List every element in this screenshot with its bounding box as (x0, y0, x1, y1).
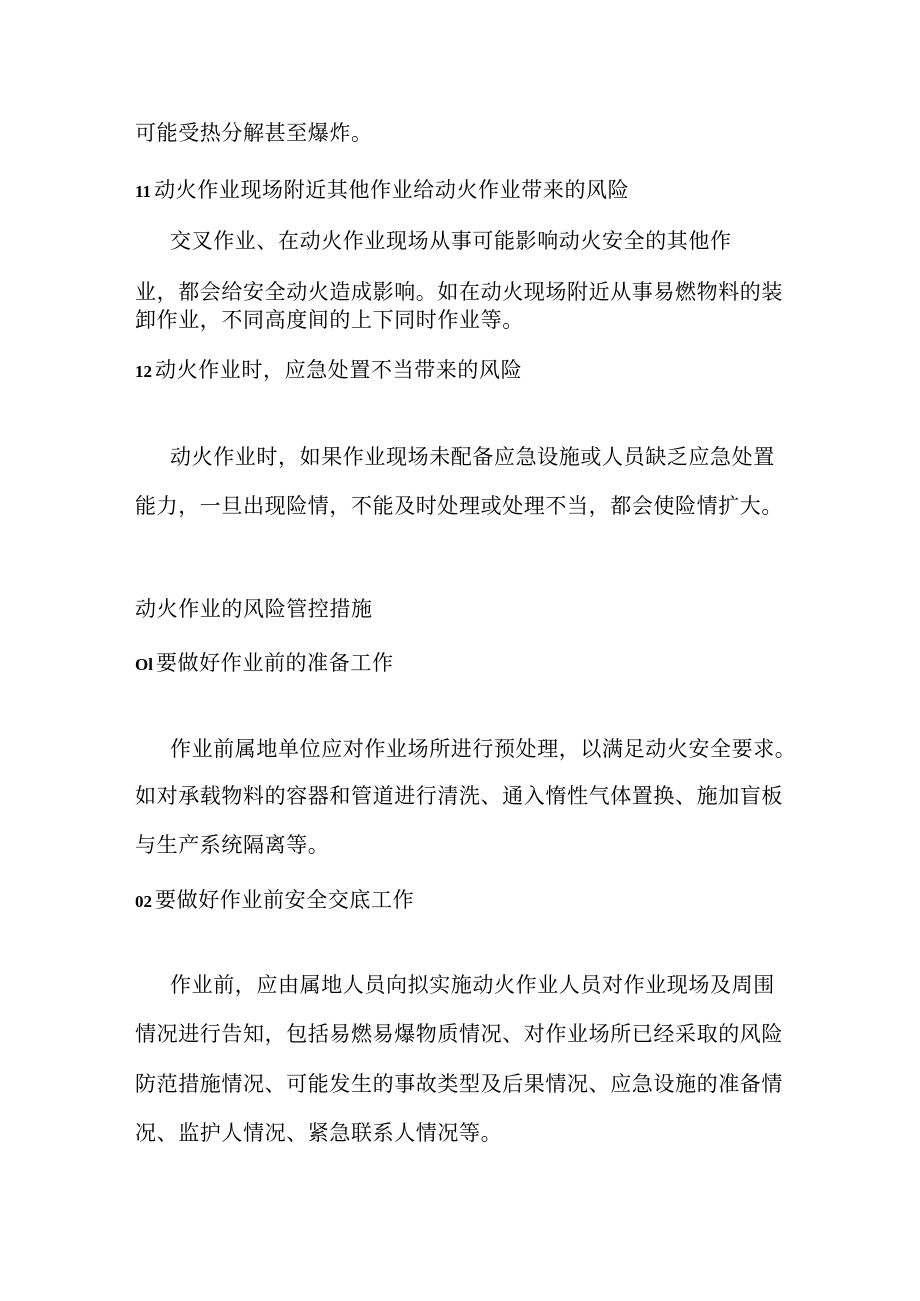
line-text: 况、监护人情况、紧急联系人情况等。 (135, 1121, 503, 1145)
body-line (135, 1019, 783, 1049)
body-line (135, 118, 373, 148)
line-text: 交叉作业、在动火作业现场从事可能影响动火安全的其他作 (170, 229, 732, 253)
line-text: 如对承载物料的容器和管道进行清洗、通入惰性气体置换、施加盲板 (135, 784, 783, 808)
body-line (135, 1118, 502, 1148)
section-heading (135, 648, 394, 680)
section-heading (135, 885, 414, 917)
line-text: 可能受热分解甚至爆炸。 (135, 121, 373, 145)
body-line (135, 1069, 783, 1099)
section-title: 要做好作业前的准备工作 (155, 651, 394, 675)
line-text: 作业前，应由属地人员向拟实施动火作业人员对作业现场及周围 (170, 973, 775, 997)
section-number: Ol (135, 655, 153, 674)
body-line (135, 305, 524, 335)
section-number: 12 (135, 362, 152, 381)
line-text: 作业前属地单位应对作业场所进行预处理，以满足动火安全要求。 (170, 737, 797, 761)
line-text: 业，都会给安全动火造成影响。如在动火现场附近从事易燃物料的装 (135, 280, 783, 304)
body-line (170, 226, 732, 256)
section-heading (135, 355, 522, 387)
body-line (135, 277, 783, 307)
line-text: 动火作业时，如果作业现场未配备应急设施或人员缺乏应急处置 (170, 445, 775, 469)
line-text: 卸作业，不同高度间的上下同时作业等。 (135, 308, 524, 332)
body-line (135, 781, 783, 811)
body-line (170, 970, 775, 1000)
main-heading (135, 594, 373, 624)
section-number: 11 (135, 182, 152, 201)
body-line (135, 491, 783, 521)
line-text: 能力，一旦出现险情，不能及时处理或处理不当，都会使险情扩大。 (135, 494, 783, 518)
body-line (135, 830, 329, 860)
section-heading (135, 175, 629, 207)
body-line (170, 734, 796, 764)
body-line (170, 442, 775, 472)
section-title: 动火作业时，应急处置不当带来的风险 (155, 358, 523, 382)
section-title: 要做好作业前安全交底工作 (155, 888, 415, 912)
line-text: 与生产系统隔离等。 (135, 833, 330, 857)
line-text: 防范措施情况、可能发生的事故类型及后果情况、应急设施的准备情 (135, 1072, 783, 1096)
line-text: 情况进行告知，包括易燃易爆物质情况、对作业场所已经采取的风险 (135, 1022, 783, 1046)
section-number: 02 (135, 892, 152, 911)
section-title: 动火作业现场附近其他作业给动火作业带来的风险 (154, 178, 630, 202)
line-text: 动火作业的风险管控措施 (135, 597, 373, 621)
